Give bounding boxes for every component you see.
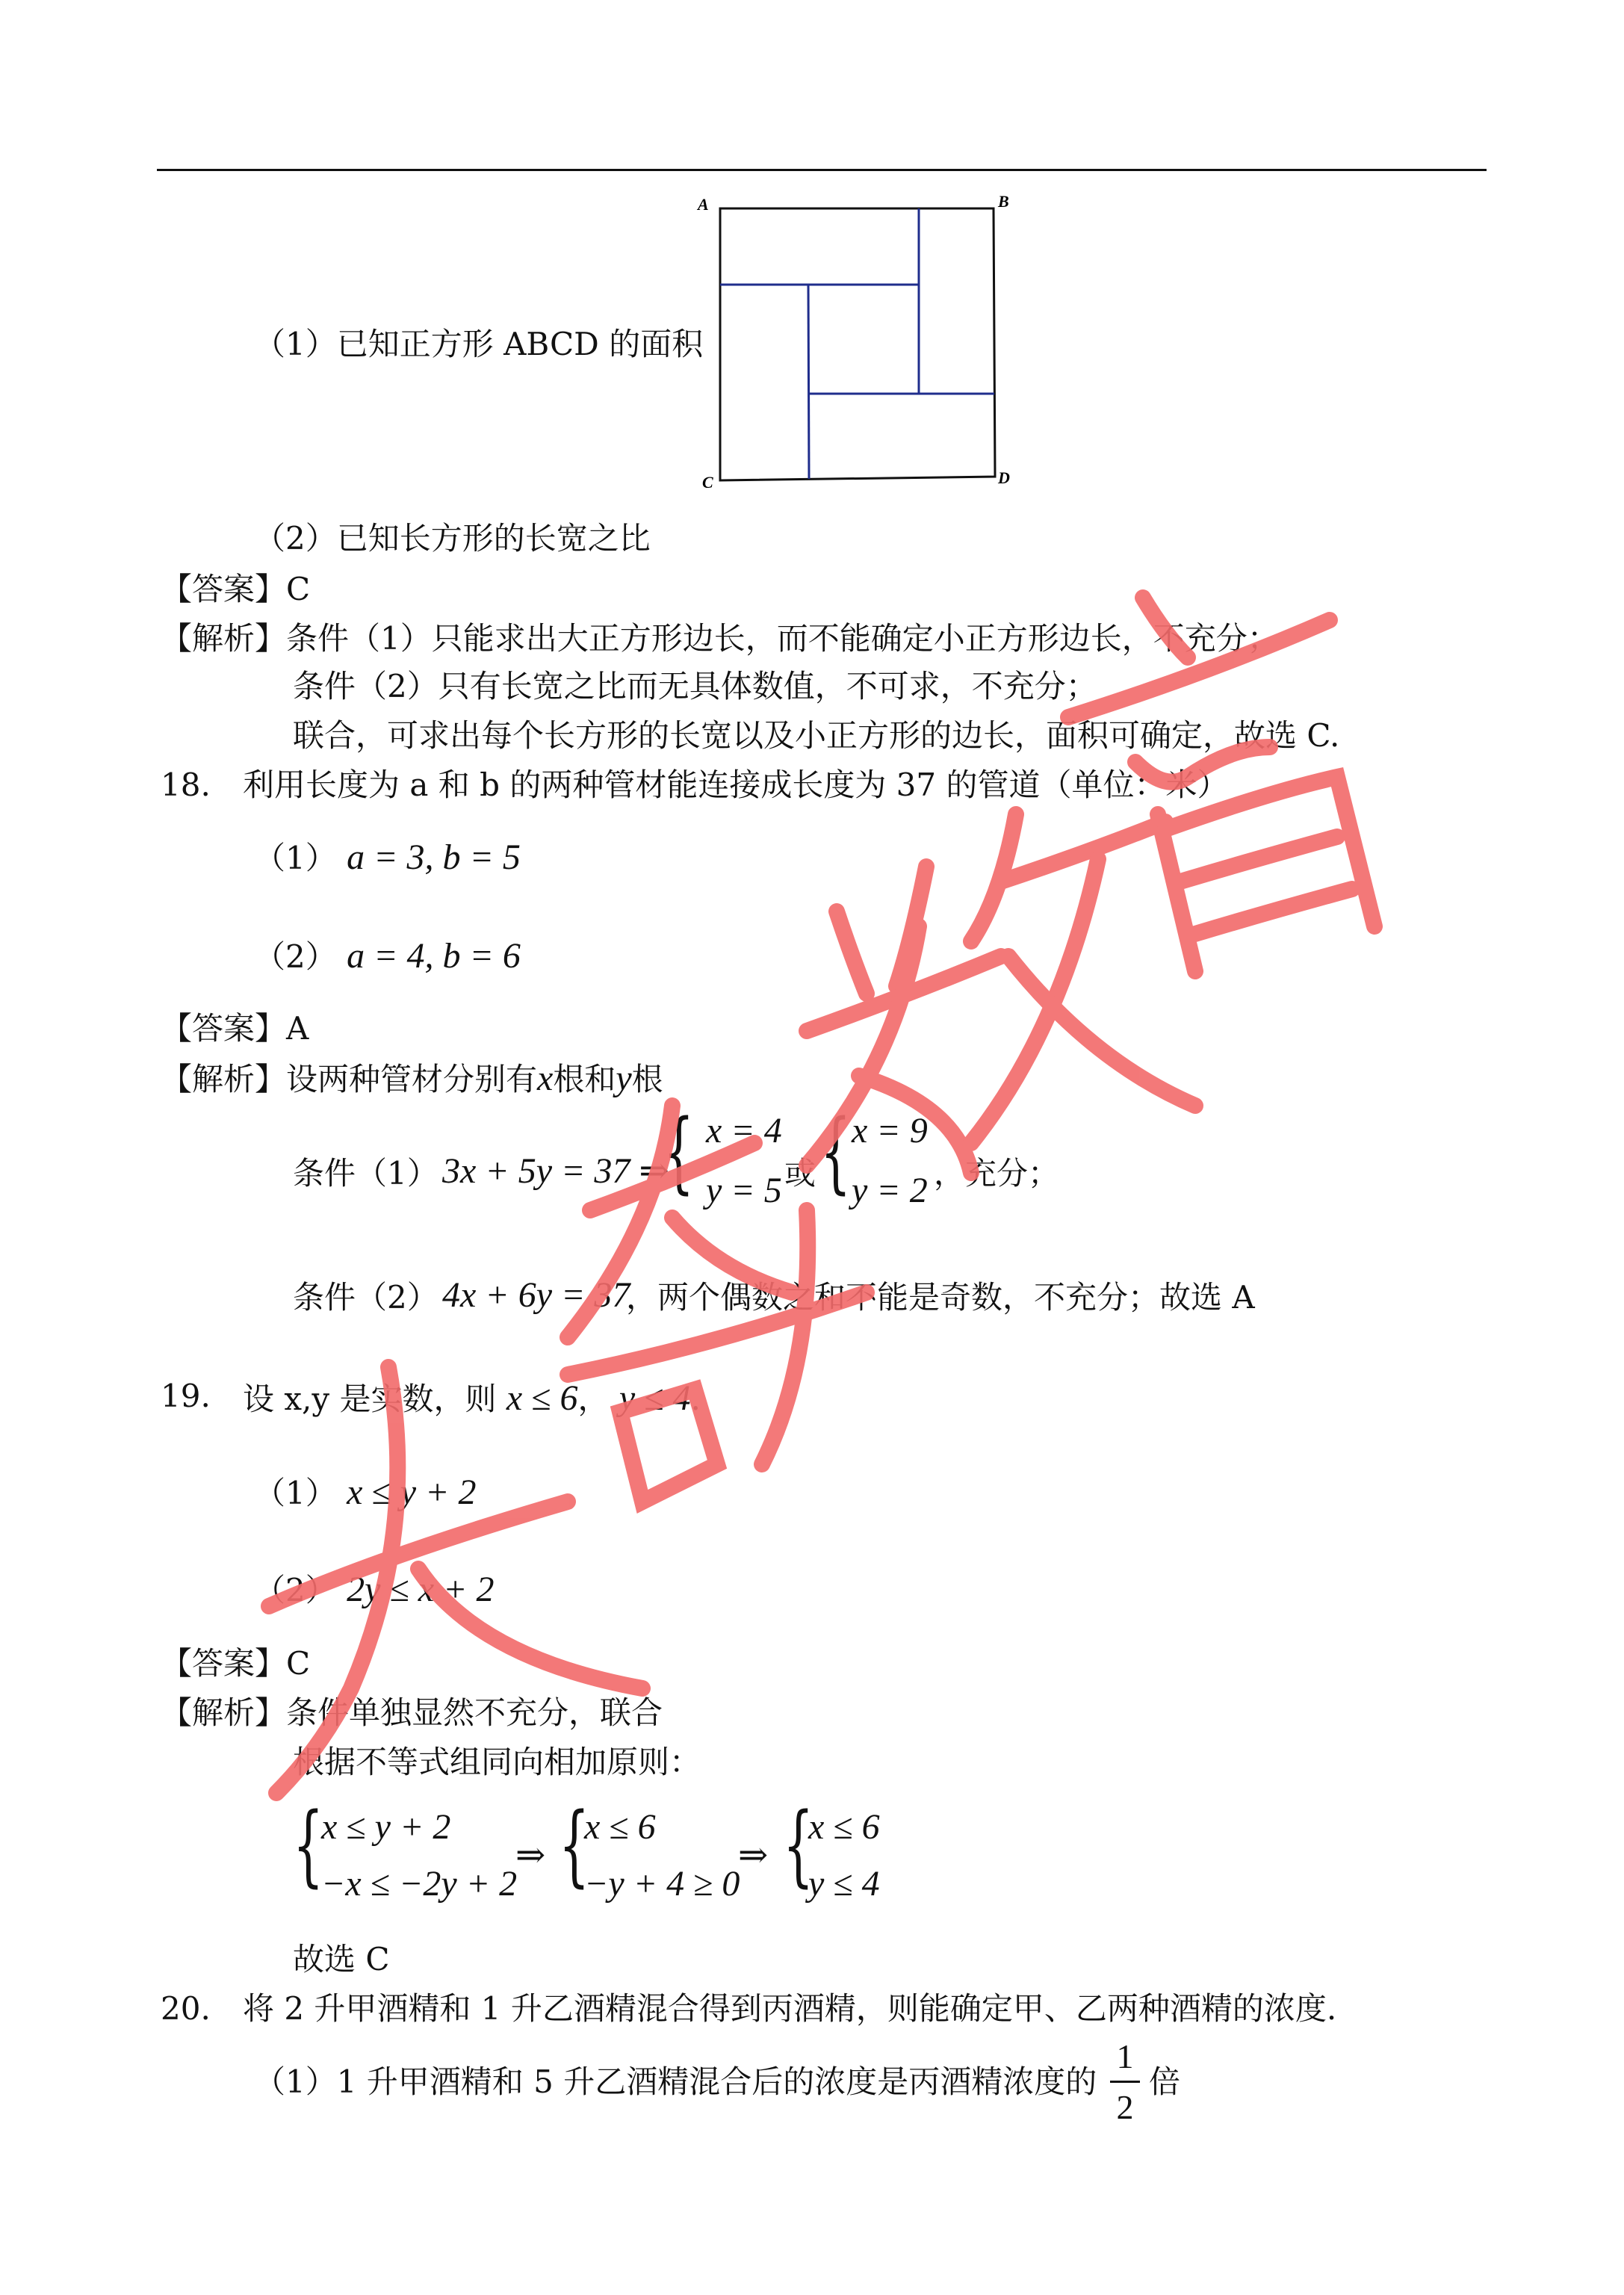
- brace: {: [559, 1793, 590, 1896]
- cond-math: a = 3, b = 5: [347, 837, 521, 877]
- label-b: B: [998, 192, 1009, 211]
- stem-math: x ≤ 6: [506, 1378, 578, 1418]
- sys-top: x = 4: [706, 1111, 782, 1150]
- fraction-numerator: 1: [1116, 2037, 1134, 2075]
- q17-cond1: （1）已知正方形 ABCD 的面积: [254, 326, 704, 362]
- sys-bot: y ≤ 4: [808, 1864, 880, 1904]
- cond-label: （1）: [254, 840, 337, 876]
- conclusion: 故选 C: [293, 1941, 390, 1977]
- c1-eq: 3x + 5y = 37 ⇒: [442, 1151, 669, 1191]
- sys-top: x ≤ 6: [808, 1807, 880, 1847]
- label-d: D: [998, 468, 1010, 487]
- q17-cond2: （2）已知长方形的长宽之比: [254, 520, 651, 557]
- cond-label: （2）: [254, 1572, 337, 1608]
- var-x: x: [537, 1059, 554, 1098]
- answer-label: 【答案】: [161, 571, 287, 607]
- sys-top: x = 9: [852, 1111, 928, 1150]
- q19-stem: [243, 1378, 701, 1418]
- square-figure: [687, 191, 1038, 504]
- fraction-bar: [1110, 2081, 1140, 2083]
- sys-top: x ≤ y + 2: [321, 1807, 451, 1847]
- answer-value: A: [286, 1010, 309, 1047]
- analysis-text: 根: [631, 1061, 663, 1097]
- stem-math: y ≤ 4: [619, 1378, 691, 1418]
- q19-analysis: [161, 1694, 663, 1731]
- answer-label: 【答案】: [161, 1645, 287, 1682]
- sys-bot: −y + 4 ≥ 0: [584, 1864, 740, 1904]
- q19-cond2: [254, 1572, 494, 1608]
- cond-label: （2）: [254, 938, 337, 975]
- analysis-label: 【解析】: [161, 1694, 287, 1731]
- analysis-line: 条件（1）只能求出大正方形边长，而不能确定小正方形边长，不充分；: [286, 620, 1279, 657]
- q18-analysis: [161, 1061, 663, 1097]
- sys-bot: y = 5: [706, 1171, 782, 1210]
- outer-square: [720, 208, 995, 480]
- or-text: 或: [784, 1155, 816, 1192]
- analysis-text: 条件单独显然不充分，联合: [286, 1694, 663, 1731]
- q19-number: 19.: [161, 1378, 211, 1414]
- q18-cond2: [254, 938, 521, 974]
- header-rule: [157, 169, 1487, 171]
- q19-answer: [161, 1645, 311, 1682]
- var-y: y: [616, 1059, 632, 1098]
- arrow: ⇒: [738, 1836, 769, 1875]
- answer-value: C: [286, 571, 311, 607]
- analysis-line: 联合，可求出每个长方形的长宽以及小正方形的边长，面积可确定，故选 C.: [293, 717, 1340, 754]
- c2-end: ，两个偶数之和不能是奇数，不充分；故选 A: [626, 1279, 1255, 1316]
- sys-top: x ≤ 6: [584, 1807, 656, 1847]
- c1-label: 条件（1）: [293, 1155, 438, 1192]
- label-a: A: [698, 195, 709, 214]
- fraction-half: [1110, 2037, 1140, 2127]
- cond-label: （1）: [254, 1475, 337, 1511]
- q19-cond1: [254, 1472, 477, 1512]
- sys-bot: y = 2: [852, 1171, 928, 1210]
- q18-number: 18.: [161, 766, 211, 803]
- stem-text: .: [690, 1381, 701, 1417]
- arrow: ⇒: [515, 1836, 546, 1875]
- answer-label: 【答案】: [161, 1010, 287, 1047]
- q20-number: 20.: [161, 1990, 211, 2027]
- analysis-line: 条件（2）只有长宽之比而无具体数值，不可求，不充分；: [293, 668, 1097, 704]
- c2-eq: 4x + 6y = 37: [442, 1275, 630, 1315]
- q17-analysis: [161, 620, 1279, 657]
- label-c: C: [702, 473, 713, 492]
- stem-text: 设 x,y 是实数，则: [243, 1381, 497, 1417]
- cond-math: a = 4, b = 6: [347, 936, 521, 976]
- analysis-label: 【解析】: [161, 620, 287, 657]
- brace: {: [820, 1100, 852, 1203]
- inner-line: [808, 285, 809, 479]
- brace: {: [293, 1793, 324, 1896]
- q18-answer: [161, 1010, 309, 1047]
- stem-text: ，: [577, 1381, 610, 1417]
- q20-cond1: （1）1 升甲酒精和 5 升乙酒精混合后的浓度是丙酒精浓度的: [254, 2063, 1097, 2100]
- q17-answer: [161, 571, 311, 607]
- analysis-text: 根据不等式组同向相加原则：: [293, 1744, 701, 1780]
- analysis-label: 【解析】: [161, 1061, 287, 1097]
- sys-bot: −x ≤ −2y + 2: [321, 1864, 518, 1904]
- analysis-text: 根和: [553, 1061, 616, 1097]
- brace: {: [663, 1100, 695, 1203]
- q20-stem: 将 2 升甲酒精和 1 升乙酒精混合得到丙酒精，则能确定甲、乙两种酒精的浓度.: [243, 1990, 1337, 2027]
- q20-cond1-end: 倍: [1149, 2063, 1181, 2100]
- q18-cond1: [254, 837, 521, 877]
- brace: {: [783, 1793, 814, 1896]
- q18-stem: 利用长度为 a 和 b 的两种管材能连接成长度为 37 的管道（单位：米）: [243, 766, 1229, 803]
- cond-math: x ≤ y + 2: [347, 1472, 477, 1512]
- cond-math: 2y ≤ x + 2: [347, 1570, 495, 1609]
- fraction-denominator: 2: [1116, 2088, 1134, 2126]
- answer-value: C: [286, 1645, 311, 1682]
- analysis-text: 设两种管材分别有: [286, 1061, 538, 1097]
- c2-label: 条件（2）: [293, 1279, 438, 1316]
- c1-end: ，充分；: [934, 1155, 1060, 1192]
